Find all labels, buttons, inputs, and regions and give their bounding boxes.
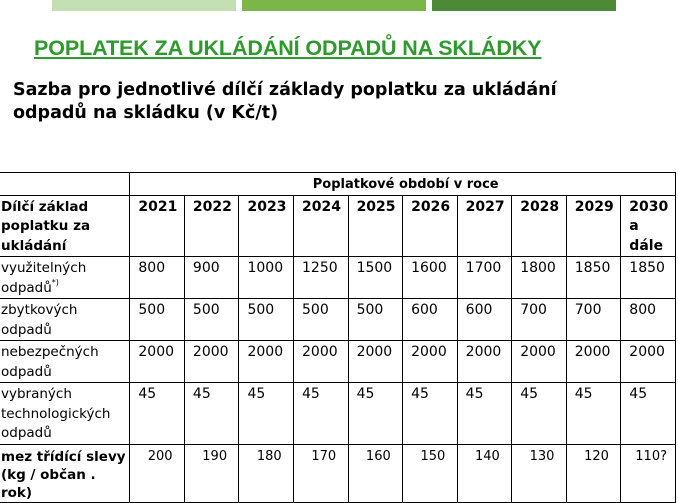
year-header: 2028 xyxy=(512,195,567,257)
table-cell: 180 xyxy=(239,445,294,503)
table-cell: 700 xyxy=(512,299,567,341)
table-cell: 2000 xyxy=(348,341,403,383)
table-cell: 45 xyxy=(130,383,185,445)
table-cell: 2000 xyxy=(294,341,349,383)
top-accent-bar-medium xyxy=(242,0,426,11)
row-label: využitelných odpadů*) xyxy=(0,257,130,299)
table-cell: 45 xyxy=(512,383,567,445)
table-row xyxy=(0,445,676,503)
table-cell: 500 xyxy=(239,299,294,341)
table-cell: 1850 xyxy=(566,257,621,299)
top-accent-bar-dark xyxy=(432,0,616,11)
table-cell: 190 xyxy=(184,445,239,503)
row-label: vybraných technologických odpadů xyxy=(0,383,130,445)
table-row xyxy=(0,341,676,383)
table-cell: 130 xyxy=(512,445,567,503)
period-header: Poplatkové období v roce xyxy=(130,173,676,196)
table-cell: 500 xyxy=(130,299,185,341)
table-header-row-years xyxy=(0,195,676,257)
row-label: zbytkových odpadů xyxy=(0,299,130,341)
table-cell: 45 xyxy=(403,383,458,445)
table-header-row-period xyxy=(0,173,676,196)
table-cell: 2000 xyxy=(621,341,676,383)
table-cell: 600 xyxy=(457,299,512,341)
table-cell: 2000 xyxy=(403,341,458,383)
table-row xyxy=(0,383,676,445)
table-cell: 2000 xyxy=(566,341,621,383)
table-cell: 45 xyxy=(184,383,239,445)
year-header: 2026 xyxy=(403,195,458,257)
table-cell: 45 xyxy=(348,383,403,445)
table-cell: 1000 xyxy=(239,257,294,299)
table-cell: 500 xyxy=(294,299,349,341)
table-cell: 2000 xyxy=(457,341,512,383)
table-cell: 140 xyxy=(457,445,512,503)
year-header: 2025 xyxy=(348,195,403,257)
table-cell: 600 xyxy=(403,299,458,341)
table-cell: 1600 xyxy=(403,257,458,299)
row-header-label: Dílčí základ poplatku za ukládání xyxy=(0,195,130,257)
table-cell: 700 xyxy=(566,299,621,341)
year-header: 2023 xyxy=(239,195,294,257)
table-cell: 800 xyxy=(130,257,185,299)
year-header: 2022 xyxy=(184,195,239,257)
table-cell: 500 xyxy=(184,299,239,341)
table-cell: 45 xyxy=(239,383,294,445)
table-cell: 1800 xyxy=(512,257,567,299)
table-row xyxy=(0,299,676,341)
table-cell: 500 xyxy=(348,299,403,341)
year-header: 2021 xyxy=(130,195,185,257)
table-cell: 2000 xyxy=(512,341,567,383)
table-cell: 170 xyxy=(294,445,349,503)
table-cell: 800 xyxy=(621,299,676,341)
year-header: 2030 a dále xyxy=(621,195,676,257)
table-cell: 160 xyxy=(348,445,403,503)
page-title: POPLATEK ZA UKLÁDÁNÍ ODPADŮ NA SKLÁDKY xyxy=(34,36,542,60)
table-cell: 45 xyxy=(294,383,349,445)
table-row xyxy=(0,257,676,299)
footnote-marker: *) xyxy=(51,277,59,287)
table-cell: 45 xyxy=(621,383,676,445)
page-subtitle: Sazba pro jednotlivé dílčí základy poplatku za ukládání odpadů na skládku (v Kč/t) xyxy=(13,80,557,123)
row-label: mez třídící slevy (kg / občan . rok) xyxy=(0,445,130,503)
table-cell: 900 xyxy=(184,257,239,299)
year-header: 2024 xyxy=(294,195,349,257)
table-cell: 45 xyxy=(566,383,621,445)
table-cell: 1250 xyxy=(294,257,349,299)
empty-corner-cell xyxy=(0,173,130,196)
table-cell: 120 xyxy=(566,445,621,503)
table-cell: 2000 xyxy=(130,341,185,383)
year-header: 2027 xyxy=(457,195,512,257)
top-accent-bar-light xyxy=(52,0,236,11)
table-cell: 200 xyxy=(130,445,185,503)
table-cell: 1500 xyxy=(348,257,403,299)
table-cell: 45 xyxy=(457,383,512,445)
table-cell: 110? xyxy=(621,445,676,503)
row-label: nebezpečných odpadů xyxy=(0,341,130,383)
table-cell: 1700 xyxy=(457,257,512,299)
table-cell: 150 xyxy=(403,445,458,503)
table-cell: 1850 xyxy=(621,257,676,299)
fee-rate-table xyxy=(0,172,676,503)
year-header: 2029 xyxy=(566,195,621,257)
table-cell: 2000 xyxy=(184,341,239,383)
table-cell: 2000 xyxy=(239,341,294,383)
